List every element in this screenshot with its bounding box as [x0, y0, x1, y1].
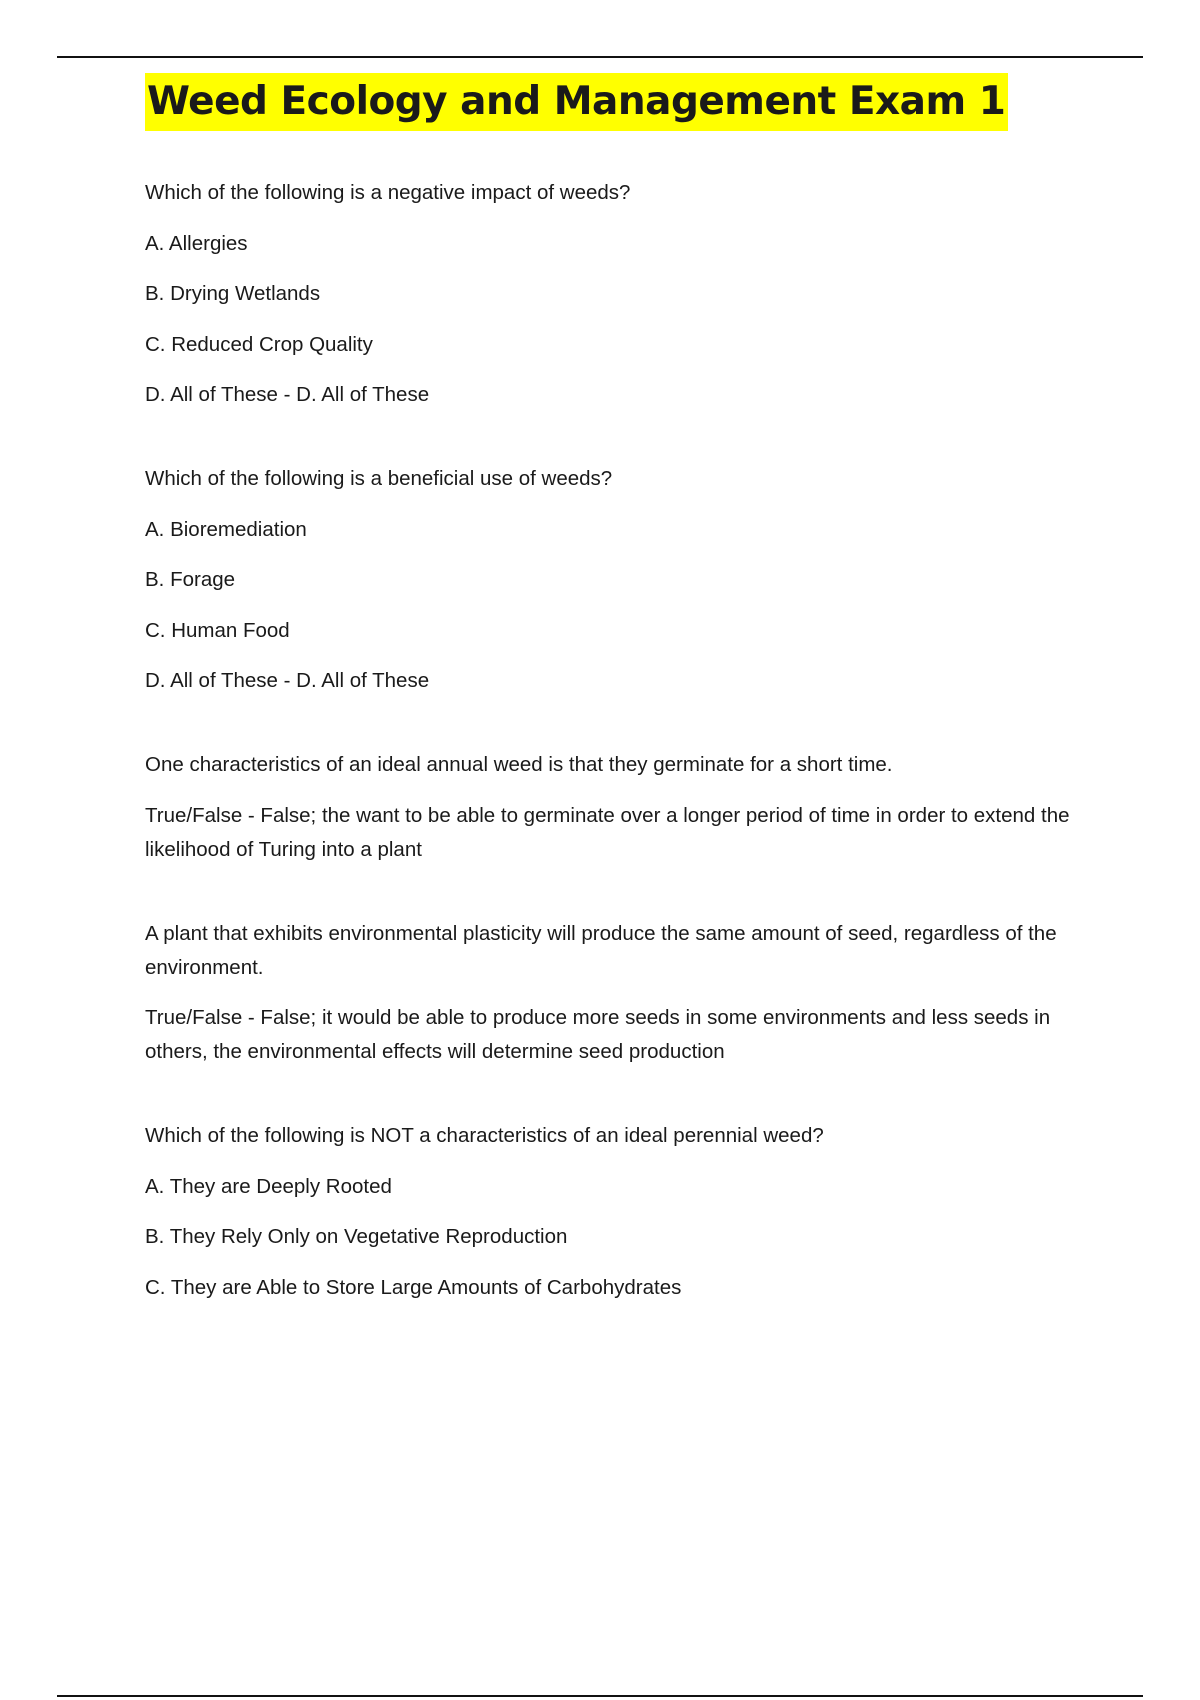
answer-option: C. Human Food — [145, 618, 290, 642]
page-title: Weed Ecology and Management Exam 1 — [145, 73, 1008, 131]
answer-option: B. Drying Wetlands — [145, 282, 321, 305]
question-block-2 — [145, 462, 1105, 698]
answer-option: D. All of These - D. All of These — [145, 669, 430, 692]
header-divider — [57, 56, 1143, 58]
document-body — [145, 73, 1105, 1305]
answer-option: B. They Rely Only on Vegetative Reproduction — [145, 1225, 568, 1248]
question-text: One characteristics of an ideal annual weed is that they germinate for a short time. — [145, 753, 893, 776]
question-text: A plant that exhibits environmental plasticity will produce the same amount of seed, regardless of the environment. — [145, 921, 1057, 979]
answer-option: A. Bioremediation — [145, 517, 307, 541]
answer-option: B. Forage — [145, 568, 236, 591]
answer-option: A. Allergies — [145, 231, 248, 255]
question-block-4 — [145, 917, 1105, 1070]
answer-option: D. All of These - D. All of These — [145, 383, 430, 406]
question-text: Which of the following is a negative impact of weeds? — [145, 181, 631, 204]
answer-option: C. Reduced Crop Quality — [145, 332, 373, 356]
question-text: Which of the following is NOT a characteristics of an ideal perennial weed? — [145, 1124, 824, 1147]
answer-explanation: True/False - False; it would be able to produce more seeds in some environments and less seeds in others, the environmental effects will determine seed production — [145, 1006, 1051, 1063]
answer-explanation: True/False - False; the want to be able to germinate over a longer period of time in order to extend the likelihood of Turing into a plant — [145, 803, 1070, 861]
question-block-1 — [145, 176, 1105, 412]
question-block-3 — [145, 748, 1105, 867]
question-text: Which of the following is a beneficial use of weeds? — [145, 467, 613, 490]
question-block-5 — [145, 1119, 1105, 1305]
answer-option: A. They are Deeply Rooted — [145, 1174, 392, 1198]
answer-option: C. They are Able to Store Large Amounts of Carbohydrates — [145, 1275, 682, 1299]
footer-divider — [57, 1695, 1143, 1697]
